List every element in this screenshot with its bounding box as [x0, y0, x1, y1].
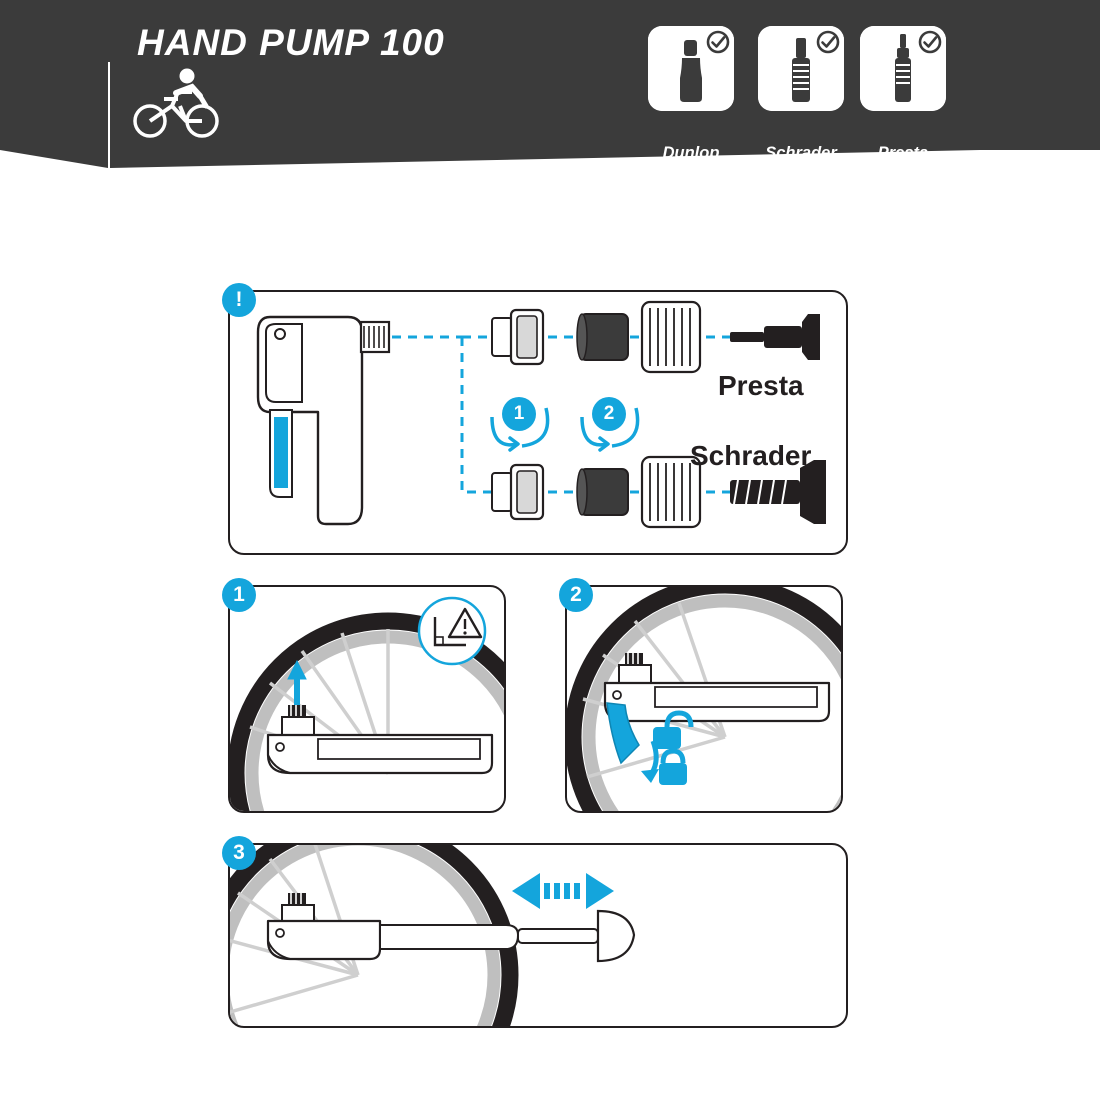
knurled-cap-icon	[642, 302, 700, 372]
adapter-icon	[492, 465, 543, 519]
warning-badge: !	[222, 283, 256, 317]
pump-head-icon	[605, 653, 829, 721]
lock-closed-icon	[659, 751, 687, 785]
valve-badge-schrader	[758, 26, 844, 111]
step-badge-1: 1	[222, 578, 256, 612]
step-badge-2: 2	[559, 578, 593, 612]
panel-step-3	[228, 843, 848, 1028]
panel-adapters	[228, 290, 848, 555]
label-schrader: Schrader	[690, 440, 812, 471]
page-title: HAND PUMP 100	[137, 22, 445, 63]
pump-head-icon	[268, 705, 492, 773]
panel-step-2	[565, 585, 843, 813]
wheel-icon	[206, 823, 634, 1100]
rotate-step-badge-2: 2	[592, 397, 626, 431]
pump-body-icon	[258, 317, 389, 524]
presta-valve-icon	[730, 314, 820, 360]
rotate-step-badge-1: 1	[502, 397, 536, 431]
valve-compatibility-group	[648, 26, 958, 162]
step-badge-3: 3	[222, 836, 256, 870]
valve-badge-presta	[860, 26, 946, 111]
double-arrow-icon	[512, 873, 614, 909]
panel-step-1	[228, 585, 506, 813]
label-presta: Presta	[718, 370, 804, 401]
valve-label-presta: Presta	[877, 144, 929, 162]
angle-warning-icon	[419, 598, 485, 664]
rubber-seal-icon	[577, 469, 628, 515]
valve-badge-dunlop	[648, 26, 734, 111]
cyclist-icon	[130, 66, 225, 138]
valve-label-schrader: Schrader	[765, 144, 837, 162]
pump-icon	[268, 893, 634, 961]
adapter-diagram	[230, 292, 846, 553]
rubber-seal-icon	[577, 314, 628, 360]
adapter-icon	[492, 310, 543, 364]
valve-label-dunlop: Dunlop	[662, 144, 720, 162]
